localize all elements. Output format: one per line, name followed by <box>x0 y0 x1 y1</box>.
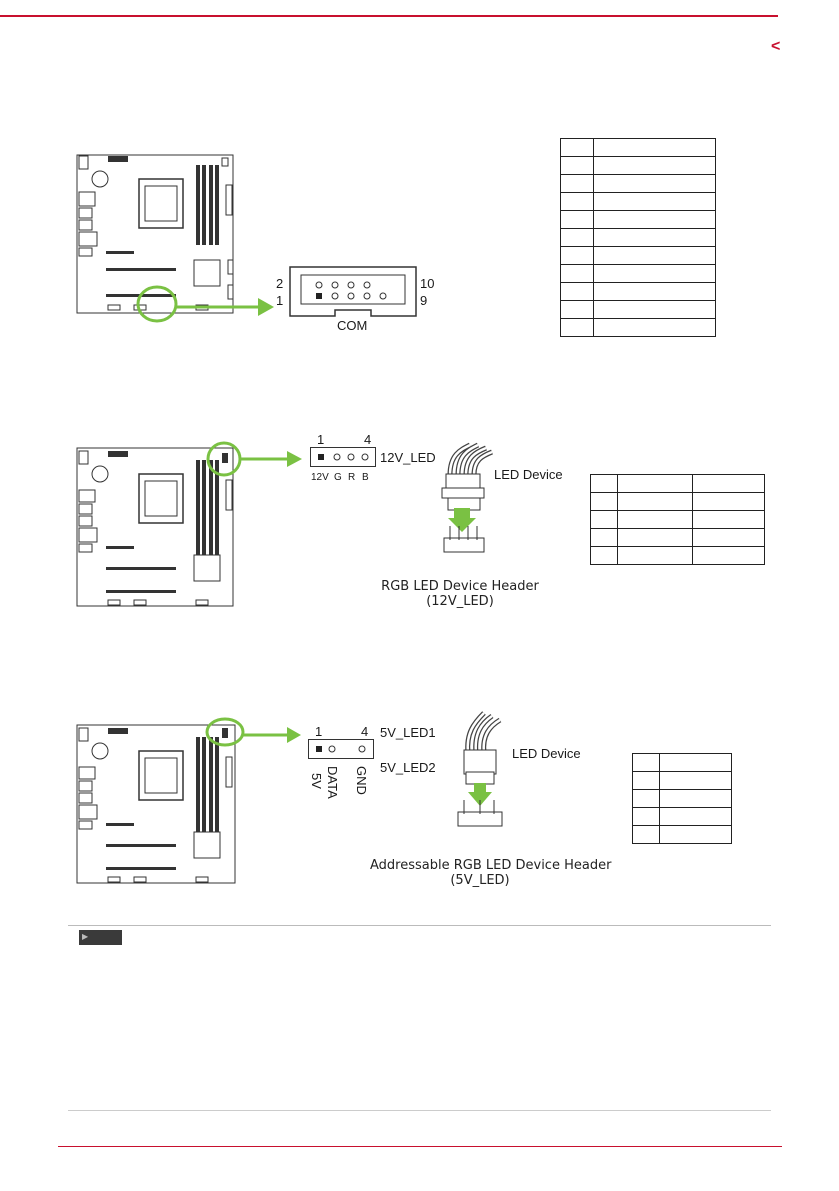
5v-header-name-1: 5V_LED1 <box>380 725 436 740</box>
12v-caption-line-1: RGB LED Device Header <box>381 579 539 594</box>
table-row <box>561 193 716 211</box>
table-row <box>591 475 765 493</box>
table-row <box>561 265 716 283</box>
table-row <box>561 247 716 265</box>
5v-pin-label: 5V <box>309 773 324 789</box>
12v-pin-start: 1 <box>317 432 325 447</box>
table-row <box>561 139 716 157</box>
12v-header-diagram <box>310 447 376 467</box>
com-header-title: COM <box>337 318 368 333</box>
table-row <box>633 808 732 826</box>
table-row <box>591 547 765 565</box>
table-row <box>561 319 716 337</box>
5v-pin-label: GND <box>354 766 369 795</box>
com-pin-10: 10 <box>420 276 435 291</box>
table-row <box>591 493 765 511</box>
com-pin-table <box>560 138 716 337</box>
5v-pin-table <box>632 753 732 844</box>
5v-device-label: LED Device <box>512 746 581 761</box>
5v-pin-start: 1 <box>315 724 323 739</box>
table-row <box>561 301 716 319</box>
footer-rule <box>58 1146 782 1147</box>
12v-pin-label: 12V <box>311 472 329 483</box>
5v-pin-label: DATA <box>325 766 340 799</box>
table-row <box>561 283 716 301</box>
com-pin-9: 9 <box>420 293 428 308</box>
table-row <box>591 529 765 547</box>
table-row <box>591 511 765 529</box>
note-tab <box>79 930 122 945</box>
12v-pin-table <box>590 474 765 565</box>
12v-device-label: LED Device <box>494 467 563 482</box>
12v-header-name: 12V_LED <box>380 450 436 465</box>
12v-pin-label: G <box>334 472 342 483</box>
table-row <box>561 211 716 229</box>
table-row <box>633 826 732 844</box>
table-row <box>633 772 732 790</box>
12v-pin-end: 4 <box>364 432 372 447</box>
table-row <box>561 229 716 247</box>
top-rule <box>0 15 778 17</box>
com-pin-2: 2 <box>276 276 284 291</box>
12v-caption-line-2: (12V_LED) <box>426 594 494 609</box>
table-row <box>633 790 732 808</box>
com-pin-1: 1 <box>276 293 284 308</box>
5v-caption-line-2: (5V_LED) <box>450 873 510 888</box>
5v-pin-end: 4 <box>361 724 369 739</box>
5v-highlight-and-arrow <box>203 716 303 752</box>
table-row <box>561 157 716 175</box>
com-highlight-and-arrow <box>130 280 280 330</box>
note-bottom-divider <box>68 1110 771 1111</box>
note-tab-arrow-icon: ▶ <box>82 932 89 941</box>
12v-pin-label: B <box>362 472 369 483</box>
corner-mark: < <box>771 38 781 55</box>
5v-header-name-2: 5V_LED2 <box>380 760 436 775</box>
com-header-diagram <box>289 266 417 320</box>
5v-caption-line-1: Addressable RGB LED Device Header <box>370 858 612 873</box>
12v-led-connector-illustration <box>420 440 500 570</box>
table-row <box>561 175 716 193</box>
12v-highlight-and-arrow <box>205 440 305 480</box>
5v-header-diagram <box>308 739 374 759</box>
table-row <box>633 754 732 772</box>
12v-pin-label: R <box>348 472 356 483</box>
note-divider <box>68 925 771 926</box>
5v-led-connector-illustration <box>430 708 510 838</box>
